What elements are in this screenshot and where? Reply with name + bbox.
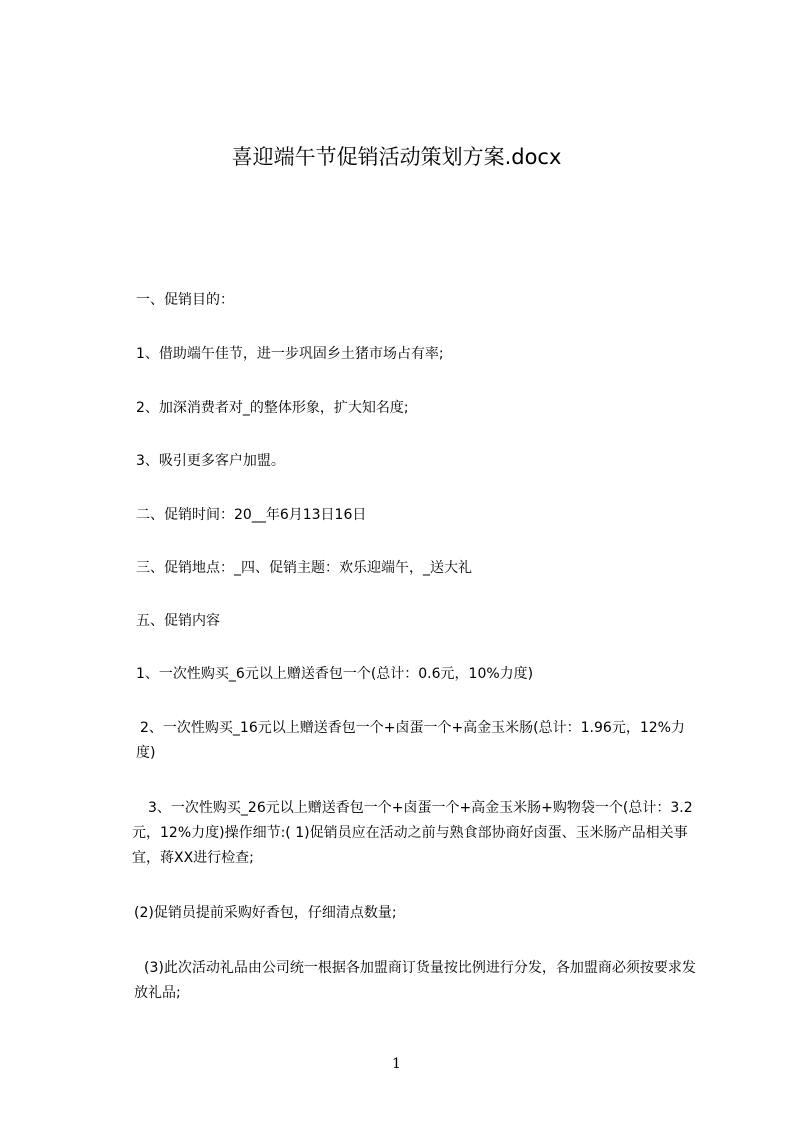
paragraph-purpose-3: 3、吸引更多客户加盟。 xyxy=(136,453,285,469)
paragraph-purpose-1: 1、借助端午佳节，进一步巩固乡土猪市场占有率; xyxy=(136,346,444,362)
paragraph-purpose-2: 2、加深消费者对_的整体形象，扩大知名度; xyxy=(136,400,409,416)
document-title: 喜迎端午节促销活动策划方案.docx xyxy=(231,145,562,169)
paragraph-content-3: 3、一次性购买_26元以上赠送香包一个+卤蛋一个+高金玉米肠+购物袋一个(总计：3.2元，12%力度)操作细节:( 1)促销员应在活动之前与熟食部协商好卤蛋、玉米肠产品相关事宜，蒋XX进行检查; xyxy=(132,800,693,866)
section-heading-time: 二、促销时间：20__年6月13日16日 xyxy=(136,507,367,523)
paragraph-detail-2: (2)促销员提前采购好香包，仔细清点数量; xyxy=(134,905,397,921)
section-heading-location-theme: 三、促销地点：_四、促销主题：欢乐迎端午，_送大礼 xyxy=(136,560,472,576)
paragraph-content-1: 1、一次性购买_6元以上赠送香包一个(总计：0.6元，10%力度) xyxy=(136,666,534,682)
section-heading-content: 五、促销内容 xyxy=(136,613,220,629)
page-number: 1 xyxy=(392,1056,401,1072)
paragraph-detail-3: (3)此次活动礼品由公司统一根据各加盟商订货量按比例进行分发，各加盟商必须按要求发放礼品; xyxy=(134,960,696,1001)
section-heading-purpose: 一、促销目的： xyxy=(136,292,234,308)
paragraph-content-2: 2、一次性购买_16元以上赠送香包一个+卤蛋一个+高金玉米肠(总计：1.96元，12%力度) xyxy=(136,720,685,761)
